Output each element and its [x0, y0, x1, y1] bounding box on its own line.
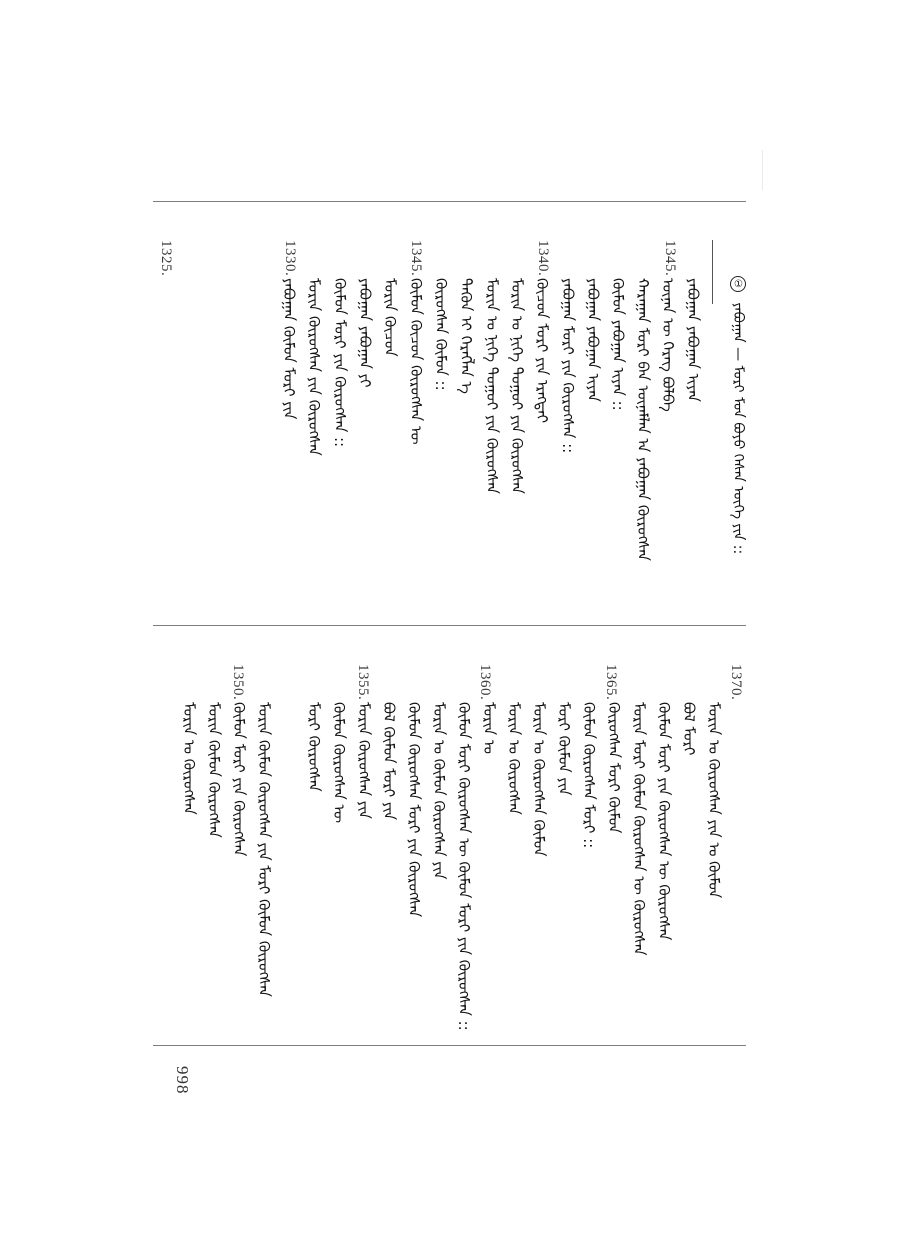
verse-line: ᠬᠦᠮᠦᠨ ᠬᠦᠷᠦᠭᠰᠡᠨ ᠦ: [330, 702, 348, 824]
verse-line: ᠮᠣᠷᠢᠨ ᠤ ᠨᠢᠭᠡ ᠳᠤᠭᠤᠢ ᠶᠢᠨ ᠬᠦᠷᠦᠭᠰᠡᠨ: [483, 278, 501, 494]
verse-line: ᠲᠡᠭᠦᠨ ᠢ ᠬᠡᠷᠡᠭᠯᠡᠨ ᠡ: [457, 278, 475, 394]
verse-line: ᠬᠦᠮᠦᠨ ᠮᠣᠷᠢ ᠶᠢᠨ ᠬᠦᠷᠦᠭᠰᠡᠨ ᠦ ᠬᠦᠷᠦᠭᠰᠡᠨ: [655, 702, 673, 941]
verse-line: ᠬᠦᠮᠦᠨ ᠬᠦᠴᠦᠨ ᠬᠦᠷᠦᠭᠰᠡᠨ ᠦ: [407, 278, 425, 445]
footnote-marker: ①: [730, 276, 746, 292]
verse-line: ᠬᠦᠮᠦᠨ ᠬᠦᠷᠦᠭᠰᠡᠨ ᠮᠣᠷᠢ ᠶᠢᠨ ᠬᠦᠷᠦᠭᠰᠡᠨ: [405, 702, 423, 918]
verse-line: ᠬᠠᠷᠠᠭᠠᠨ ᠮᠣᠷᠢ ᠪᠡᠨ ᠦᠨᠡᠮᠯᠡᠨ ᠠ ᠶᠠᠪᠤᠭᠠᠨ ᠬᠦᠷᠦᠭᠰᠡᠨ: [634, 278, 652, 561]
page-number: 998: [173, 1066, 192, 1095]
verse-line: ᠦᠨᠡᠨ ᠦ ᠬᠡᠷᠡᠭ ᠪᠣᠯᠪᠠ: [659, 278, 677, 412]
verse-line: ᠮᠣᠷᠢᠨ ᠬᠦᠷᠦᠭᠰᠡᠨ ᠶᠢᠨ ᠬᠦᠷᠦᠭᠰᠡᠨ: [305, 278, 323, 456]
verse-line: ᠬᠦᠮᠦᠨ ᠮᠣᠷᠢ ᠶᠢᠨ ᠬᠦᠷᠦᠭᠰᠡᠨ ::: [331, 278, 349, 448]
verse-line: ᠮᠣᠷᠢᠨ ᠬᠦᠮᠦᠨ ᠬᠦᠷᠦᠭᠰᠡᠨ: [205, 702, 223, 838]
verse-line: ᠬᠦᠮᠦᠨ ᠶᠠᠪᠤᠭᠠᠨ ᠢᠶᠠᠨ ::: [609, 278, 627, 411]
verse-line: ᠮᠣᠷᠢᠨ ᠮᠣᠷᠢ ᠬᠦᠮᠦᠨ ᠬᠦᠷᠦᠭᠰᠡᠨ ᠦ ᠬᠦᠷᠦᠭᠰᠡᠨ: [630, 702, 648, 956]
verse-line: ᠬᠦᠮᠦᠨ ᠮᠣᠷᠢ ᠶᠢᠨ ᠬᠦᠷᠦᠭᠰᠡᠨ: [230, 702, 248, 857]
middle-rule: [153, 625, 746, 626]
verse-line: ᠪᠣᠯ ᠬᠦᠮᠦᠨ ᠮᠣᠷᠢ ᠶᠢᠨ: [380, 702, 398, 821]
verse-line: ᠶᠠᠪᠤᠭᠠᠨ ᠶᠠᠪᠤᠭᠠᠨ ᠢᠶᠠᠨ: [684, 278, 702, 402]
verse-line: ᠶᠠᠪᠤᠭᠠᠨ ᠶᠠᠪᠤᠭᠠᠨ ᠶᠢ: [356, 278, 374, 388]
margin-mark: [762, 150, 763, 190]
line-number: 1340.: [535, 240, 551, 277]
verse-line: ᠶᠠᠪᠤᠭᠠᠨ ᠮᠣᠷᠢ ᠶᠢᠨ ᠬᠦᠷᠦᠭᠰᠡᠨ ::: [559, 278, 577, 454]
verse-line: ᠶᠠᠪᠤᠭᠠᠨ ᠶᠠᠪᠤᠭᠠᠨ ᠢᠶᠠᠨ: [584, 278, 602, 402]
verse-line: ᠮᠣᠷᠢ ᠬᠦᠮᠦᠨ ᠶᠢᠨ: [555, 702, 573, 796]
line-number: 1350.: [230, 664, 246, 701]
line-number: 1365.: [603, 664, 619, 701]
line-number: 1325.: [158, 240, 174, 277]
line-number: 1355.: [355, 664, 371, 701]
verse-line: ᠮᠣᠷᠢᠨ ᠤ: [480, 702, 498, 754]
verse-line: ᠮᠣᠷᠢᠨ ᠤ ᠨᠢᠭᠡ ᠳᠤᠭᠤᠢ ᠶᠢᠨ ᠬᠦᠷᠦᠭᠰᠡᠨ: [508, 278, 526, 494]
verse-line: ᠪᠣᠯ ᠮᠣᠷᠢ: [680, 702, 698, 756]
line-number: 1330.: [282, 240, 298, 277]
verse-line: ᠮᠣᠷᠢᠨ ᠬᠦᠷᠦᠭᠰᠡᠨ ᠶᠢᠨ: [355, 702, 373, 819]
verse-line: ᠶᠠᠪᠤᠭᠠᠨ ᠬᠦᠮᠦᠨ ᠮᠣᠷᠢ ᠶᠢᠨ: [280, 278, 298, 420]
line-number: 1370.: [728, 664, 744, 701]
verse-line: ᠬᠦᠮᠦᠨ ᠮᠣᠷᠢ ᠬᠦᠷᠦᠭᠰᠡᠨ ᠦ ᠬᠦᠮᠦᠨ ᠮᠣᠷᠢ ᠶᠢᠨ ᠬᠦᠷᠦᠭᠰᠡᠨ ::: [455, 702, 473, 1031]
verse-line: ᠮᠣᠷᠢᠨ ᠤ ᠬᠦᠷᠦᠭᠰᠡᠨ: [180, 702, 198, 815]
footnote-text: ᠶᠠᠪᠤᠭᠠᠨ — ᠮᠣᠷᠢ ᠮᠣᠨ ᠪᠤᠶᠤ ᠭᠡᠰᠡᠨ ᠦᠭᠡ ᠶᠢᠨ ::: [730, 302, 746, 555]
line-number: 1360.: [477, 664, 493, 701]
verse-line: ᠮᠣᠷᠢᠨ ᠬᠦᠮᠦᠨ ᠬᠦᠷᠦᠭᠰᠡᠨ ᠶᠢᠨ ᠮᠣᠷᠢ ᠬᠦᠮᠦᠨ ᠬᠦᠷᠦᠭᠰᠡᠨ: [255, 702, 273, 997]
verse-line: ᠬᠦᠮᠦᠨ ᠬᠦᠷᠦᠭᠰᠡᠨ ᠮᠣᠷᠢ ::: [580, 702, 598, 849]
line-number: 1345.: [662, 240, 678, 277]
footnote-separator: [712, 240, 713, 304]
verse-line: ᠮᠣᠷᠢ ᠬᠦᠷᠦᠭᠰᠡᠨ: [305, 702, 323, 792]
bottom-rule: [153, 1045, 746, 1046]
top-rule: [153, 201, 746, 202]
footnote: [730, 276, 746, 554]
verse-line: ᠬᠦᠷᠦᠭᠰᠡᠨ ᠮᠣᠷᠢ ᠬᠦᠮᠦᠨ: [605, 702, 623, 834]
verse-line: ᠮᠣᠷᠢᠨ ᠤ ᠬᠦᠮᠦᠨ ᠬᠦᠷᠦᠭᠰᠡᠨ ᠶᠢᠨ: [430, 702, 448, 880]
verse-line: ᠬᠦᠷᠦᠭᠰᠡᠨ ᠬᠦᠮᠦᠨ ::: [432, 278, 450, 391]
verse-line: ᠮᠣᠷᠢᠨ ᠬᠦᠴᠦᠨ: [381, 278, 399, 357]
verse-line: ᠬᠦᠴᠦᠨ ᠮᠣᠷᠢ ᠶᠢᠨ ᠡᠷᠡᠭᠲᠡᠢ: [533, 278, 551, 423]
verse-line: ᠮᠣᠷᠢᠨ ᠤ ᠬᠦᠷᠦᠭᠰᠡᠨ ᠶᠢᠨ ᠤ ᠬᠦᠮᠦᠨ: [705, 702, 723, 899]
line-number: 1345.: [408, 240, 424, 277]
verse-line: ᠮᠣᠷᠢᠨ ᠤ ᠬᠦᠷᠦᠭᠰᠡᠨ ᠬᠦᠮᠦᠨ: [530, 702, 548, 857]
verse-line: ᠮᠣᠷᠢᠨ ᠤ ᠬᠦᠷᠦᠭᠰᠡᠨ: [505, 702, 523, 815]
